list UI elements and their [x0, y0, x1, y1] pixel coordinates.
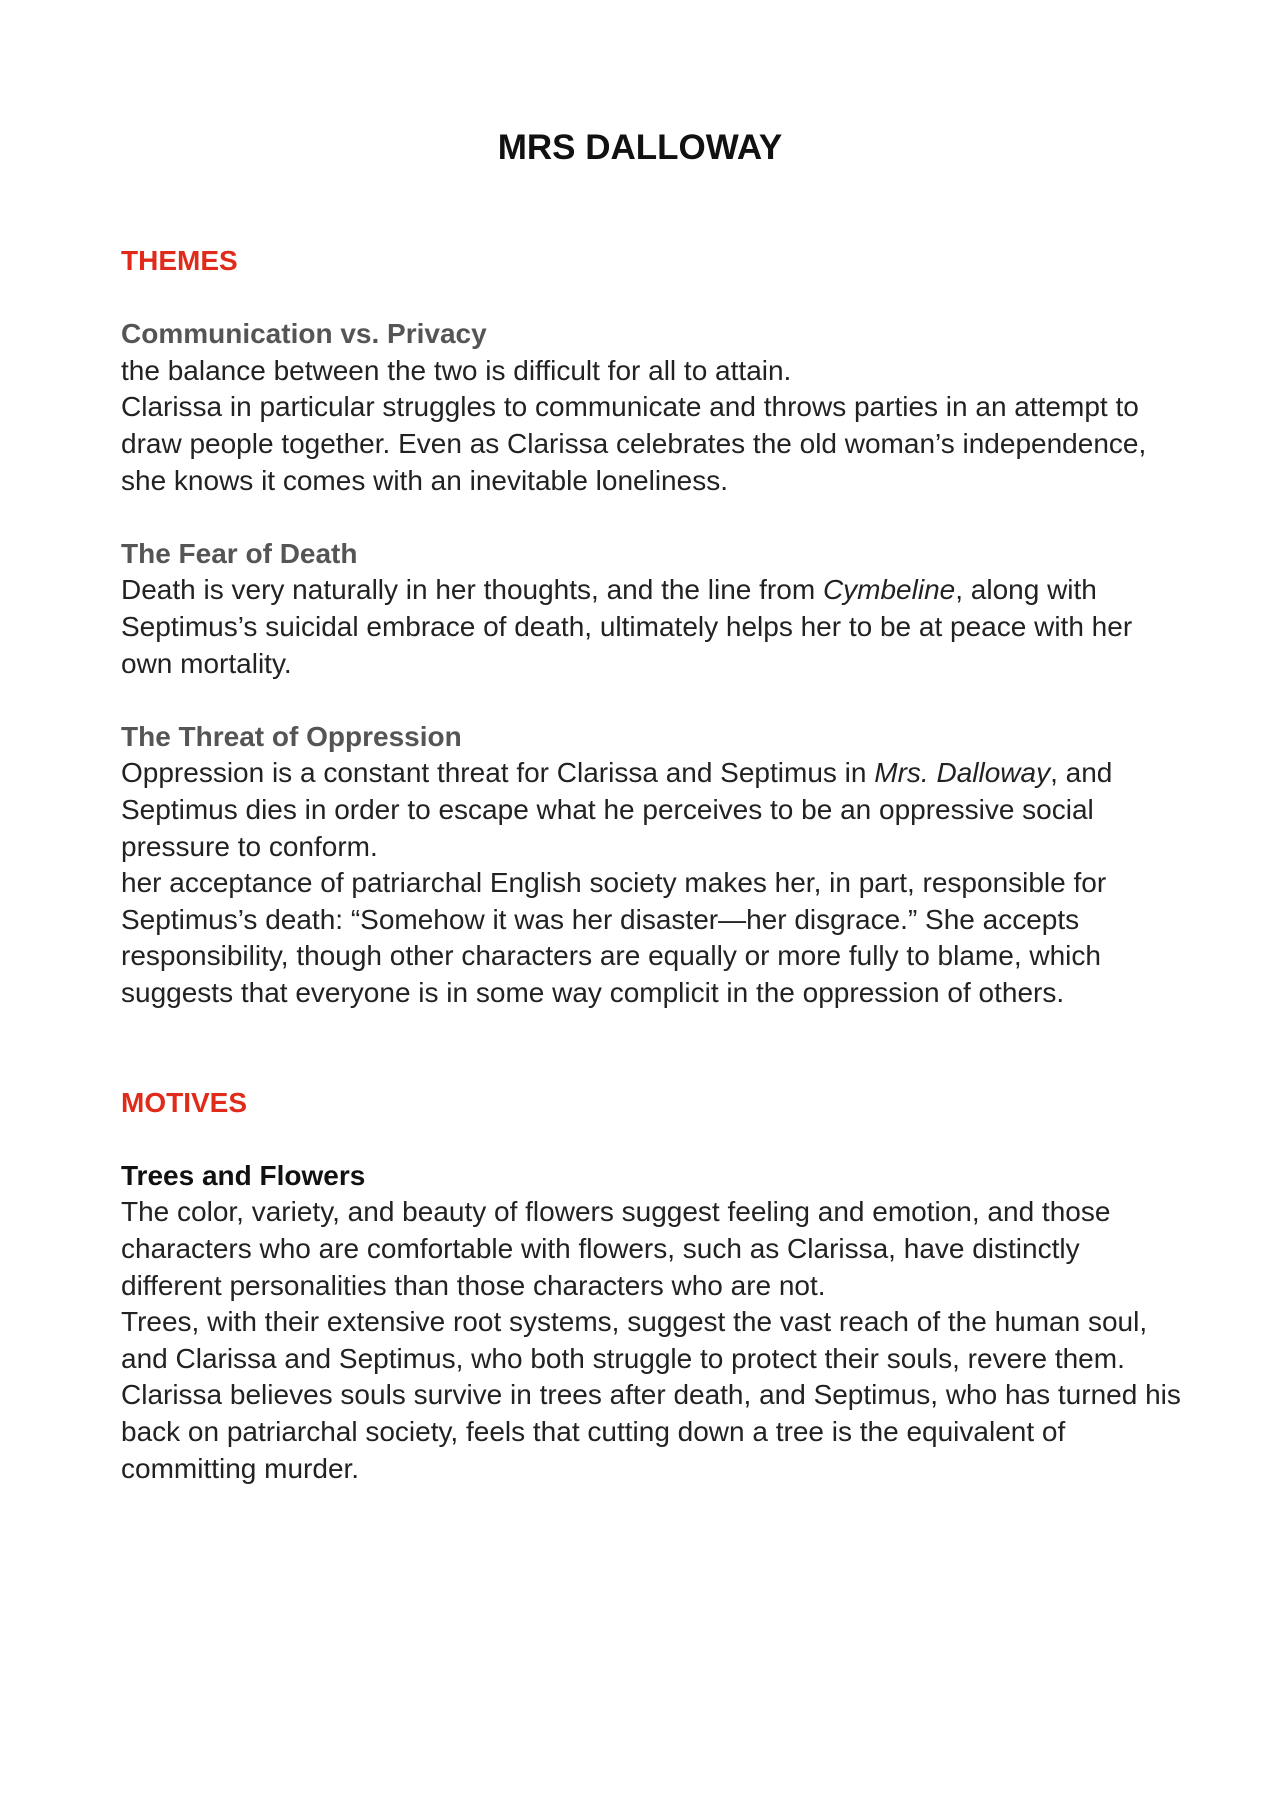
theme-paragraph: Clarissa in particular struggles to communicate and throws parties in an attempt to draw people together. Even as Clarissa celebrates the old woman’s independence, she knows it comes with an inevitable loneliness.	[121, 391, 1147, 496]
motive-trees-and-flowers	[121, 1158, 1181, 1487]
theme-title: The Fear of Death	[121, 537, 358, 569]
theme-fear-of-death	[121, 536, 1181, 682]
motive-paragraph: Clarissa believes souls survive in trees after death, and Septimus, who has turned his back on patriarchal society, feels that cutting down a tree is the equivalent of committing murder.	[121, 1379, 1181, 1484]
theme-threat-of-oppression	[121, 719, 1181, 1012]
motive-paragraph: Trees, with their extensive root systems, suggest the vast reach of the human soul, and Clarissa and Septimus, who both struggle to protect their souls, revere them.	[121, 1306, 1148, 1374]
document-body	[121, 243, 1181, 1487]
motive-title: Trees and Flowers	[121, 1159, 366, 1191]
italic-work-title: Cymbeline	[822, 574, 956, 606]
theme-communication-privacy	[121, 316, 1181, 499]
theme-paragraph: Death is very naturally in her thoughts, and the line from Cymbeline, along with Septimus’s suicidal embrace of death, ultimately helps her to be at peace with her own mortality.	[121, 574, 1133, 679]
motive-paragraph: The color, variety, and beauty of flowers suggest feeling and emotion, and those characters who are comfortable with flowers, such as Clarissa, have distinctly different personalities than those characters who are not.	[121, 1196, 1111, 1301]
theme-paragraph: her acceptance of patriarchal English society makes her, in part, responsible for Septimus’s death: “Somehow it was her disaster—her disgrace.” She accepts responsibility, though other characters are equally or more fully to blame, which suggests that everyone is in some way complicit in the oppression of others.	[121, 867, 1107, 1008]
theme-paragraph: Oppression is a constant threat for Clarissa and Septimus in Mrs. Dalloway, and Septimus dies in order to escape what he perceives to be an oppressive social pressure to conform.	[121, 757, 1113, 862]
motives-heading: MOTIVES	[121, 1086, 248, 1118]
document-title: MRS DALLOWAY	[497, 128, 783, 167]
themes-heading: THEMES	[121, 245, 238, 276]
theme-title: Communication vs. Privacy	[121, 318, 487, 350]
theme-paragraph: the balance between the two is difficult for all to attain.	[121, 354, 792, 386]
theme-title: The Threat of Oppression	[121, 720, 462, 752]
italic-work-title: Mrs. Dalloway	[874, 757, 1051, 789]
